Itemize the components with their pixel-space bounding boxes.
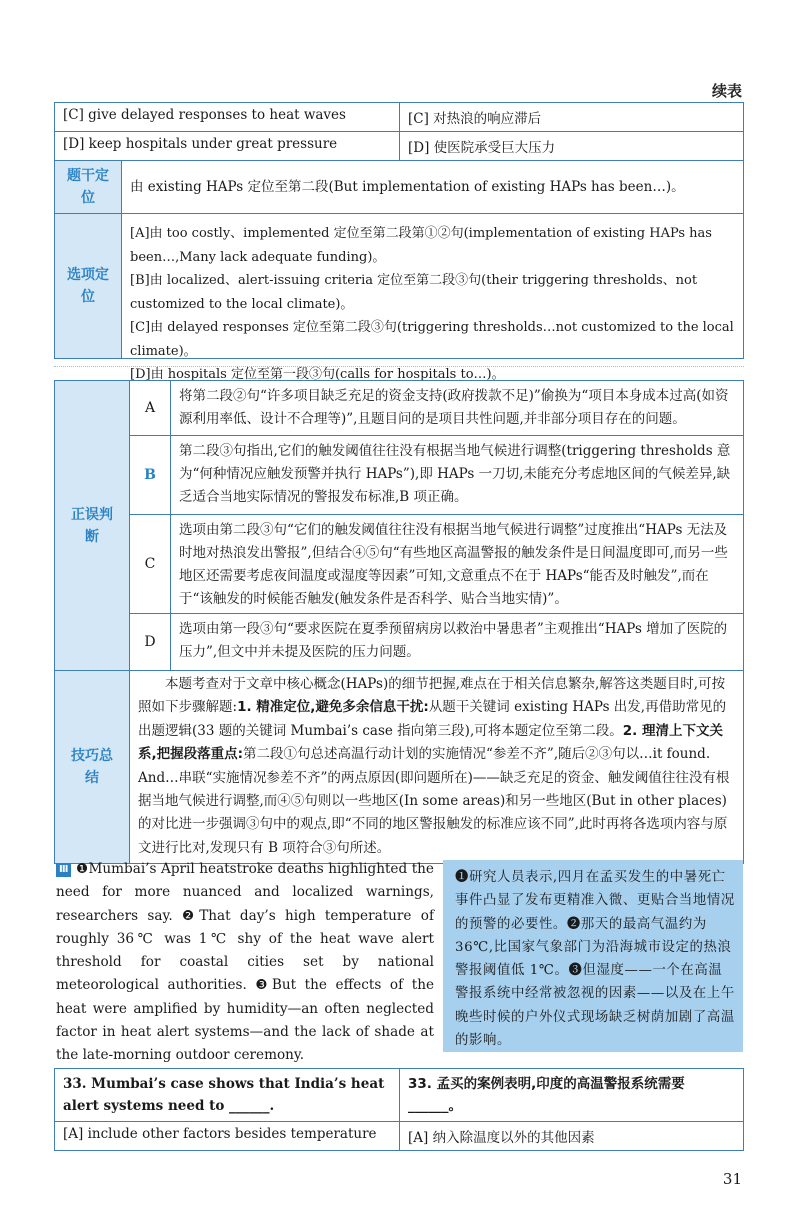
judgement-text-c: 选项由第二段③句“它们的触发阈值往往没有根据当地气候进行调整”过度推出“HAPs 无法及时地对热浪发出警报”,但结合④⑤句“有些地区高温警报的触发条件是日间温度即可,而另一些地区还需要考虑夜间温度或湿度等因素”可知,文意重点不在于 HAPs“能否及时触发”,而在于“该触发的时候能否触发(触发条件是否科学、贴合当地实情)”。 xyxy=(179,522,728,607)
judgement-section xyxy=(55,381,743,671)
judgement-table xyxy=(54,380,744,864)
option-location-row xyxy=(55,214,743,382)
paragraph-marker: Ⅲ xyxy=(56,863,71,877)
question-table xyxy=(54,1068,744,1151)
option-row-d xyxy=(55,132,743,161)
option-location-d: [D]由 hospitals 定位至第一段③句(calls for hospitals to…)。 xyxy=(130,367,505,382)
judgement-letter-b: B xyxy=(130,436,171,514)
stem-location-row xyxy=(55,161,743,214)
passage-english-text: ❶Mumbai’s April heatstroke deaths highlighted the need for more nuanced and localized warnings, researchers say. ❷That day’s high temperature of roughly 36℃ was 1℃ shy of the heat wave alert threshold for coastal cities set by national meteorological authorities. ❸But the effects of the heat were amplified by humidity—an often neglected factor in heat alert systems—and the lack of shade at the late-morning outdoor ceremony. xyxy=(56,861,434,1064)
question-option-a-en: [A] include other factors besides temperature xyxy=(63,1126,377,1142)
judgement-letter-a: A xyxy=(130,381,171,435)
judgement-text-d: 选项由第一段③句“要求医院在夏季预留病房以救治中暑患者”主观推出“HAPs 增加了医院的压力”,但文中并未提及医院的压力问题。 xyxy=(179,621,728,660)
judgement-text-b: 第二段③句指出,它们的触发阈值往往没有根据当地气候进行调整(triggering thresholds 意为“何种情况应触发预警并执行 HAPs”),即 HAPs 一刀切,未能充分考虑地区间的气候差异,缺乏适合当地实际情况的警报发布标准,B 项正确。 xyxy=(179,443,731,505)
question-option-row-a xyxy=(55,1122,743,1150)
tips-row xyxy=(55,671,743,863)
option-row-c xyxy=(55,103,743,132)
passage-chinese: ❶研究人员表示,四月在孟买发生的中暑死亡事件凸显了发布更精准入微、更贴合当地情况的预警的必要性。❷那天的最高气温约为 36℃,比国家气象部门为沿海城市设定的热浪警报阈值低 1℃。❸但湿度——一个在高温警报系统中经常被忽视的因素——以及在上午晚些时候的户外仪式现场缺乏树荫加剧了高温的影响。 xyxy=(443,860,743,1052)
judgement-text-a: 将第二段②句“许多项目缺乏充足的资金支持(政府拨款不足)”偷换为“项目本身成本过高(如资源利用率低、设计不合理等)”,且题目问的是项目共性问题,并非部分项目存在的问题。 xyxy=(179,388,729,427)
judgement-row-b xyxy=(130,436,743,515)
stem-location-label: 题干定位 xyxy=(55,161,122,213)
option-location-label: 选项定位 xyxy=(55,214,122,358)
option-d-zh: [D] 使医院承受巨大压力 xyxy=(399,132,743,160)
judgement-options xyxy=(130,381,743,671)
question-option-a-zh: [A] 纳入除温度以外的其他因素 xyxy=(399,1122,743,1150)
tips-text xyxy=(130,671,743,863)
option-d-en: [D] keep hospitals under great pressure xyxy=(63,136,338,152)
section-divider xyxy=(54,366,744,367)
tips-key-2: 2. 理清上下文关系,把握段落重点: xyxy=(138,722,723,763)
question-stem-zh: 33. 孟买的案例表明,印度的高温警报系统需要______。 xyxy=(399,1069,743,1121)
tips-step-2: 第二段①句总述高温行动计划的实施情况“参差不齐”,随后②③句以…it found. And…串联“实施情况参差不齐”的两点原因(即问题所在)——缺乏充足的资金、触发阈值往往没有根据当地气候进行调整,而④⑤句则以一些地区(In some areas)和另一些地区(But in other places)的对比进一步强调③句中的观点,即“不同的地区警报触发的标准应该不同”,此时再将各选项内容与原文进行比对,发现只有 B 项符合③句所述。 xyxy=(138,746,730,856)
judgement-letter-d: D xyxy=(130,614,171,670)
question-stem-row xyxy=(55,1069,743,1122)
tips-key-1: 1. 精准定位,避免多余信息干扰: xyxy=(237,699,429,716)
tips-intro: 本题考查对于文章中核心概念(HAPs)的细节把握,难点在于相关信息繁杂,解答这类题目时,可按照如下步骤解题: xyxy=(138,676,726,716)
tips-step-1: 从题干关键词 existing HAPs 出发,再借助常见的出题逻辑(33 题的关键词 Mumbai’s case 指向第三段),可将本题定位至第二段。 xyxy=(138,699,727,739)
tips-label: 技巧总结 xyxy=(55,671,130,863)
option-location-b: [B]由 localized、alert-issuing criteria 定位至第二段③句(their triggering thresholds、not customized to the local climate)。 xyxy=(130,273,698,312)
top-table xyxy=(54,102,744,382)
option-c-en: [C] give delayed responses to heat waves xyxy=(63,107,346,123)
option-location-c: [C]由 delayed responses 定位至第二段③句(triggering thresholds…not customized to the local climate)。 xyxy=(130,320,734,359)
judgement-row-a xyxy=(130,381,743,436)
judgement-letter-c: C xyxy=(130,515,171,613)
option-c-zh: [C] 对热浪的响应滞后 xyxy=(399,103,743,131)
question-stem-en: 33. Mumbai’s case shows that India’s heat alert systems need to ______. xyxy=(63,1076,385,1114)
option-location-a: [A]由 too costly、implemented 定位至第二段第①②句(implementation of existing HAPs has been…,Many lack adequate funding)。 xyxy=(130,226,712,265)
stem-location-text: 由 existing HAPs 定位至第二段(But implementation of existing HAPs has been…)。 xyxy=(130,178,685,195)
option-location-body xyxy=(122,214,743,382)
continued-label: 续表 xyxy=(711,82,742,100)
passage-english xyxy=(56,858,434,1068)
judgement-row-d xyxy=(130,614,743,671)
judgement-label: 正误判断 xyxy=(55,381,130,671)
judgement-row-c xyxy=(130,515,743,614)
page-number: 31 xyxy=(722,1170,742,1188)
